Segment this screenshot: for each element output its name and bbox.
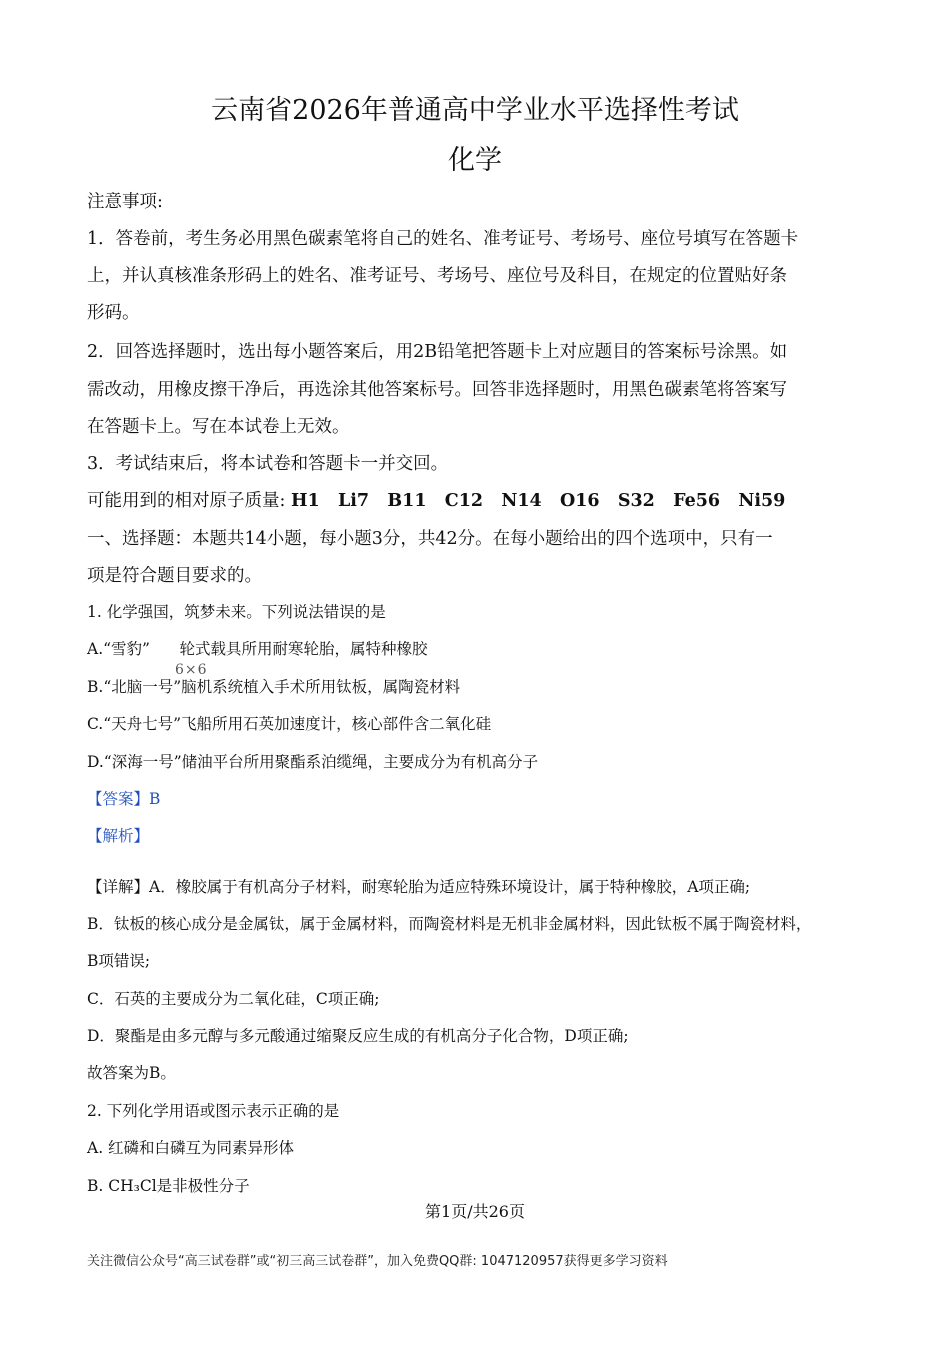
question-1-option-c: C.“天舟七号”飞船所用石英加速度计，核心部件含二氧化硅 <box>87 715 492 733</box>
notice-line: 形码。 <box>87 303 140 323</box>
atomic-mass-label: 可能用到的相对原子质量: <box>87 491 286 511</box>
question-1-detail: D．聚酯是由多元醇与多元酸通过缩聚反应生成的有机高分子化合物，D项正确; <box>87 1027 629 1045</box>
question-1-detail: 【详解】A．橡胶属于有机高分子材料，耐寒轮胎为适应特殊环境设计，属于特种橡胶，A项正确; <box>87 878 751 896</box>
section-heading-cont: 项是符合题目要求的。 <box>87 566 262 586</box>
subject-title: 化学 <box>448 145 502 176</box>
question-1-detail: C．石英的主要成分为二氧化硅，C项正确; <box>87 990 380 1008</box>
notice-line: 在答题卡上。写在本试卷上无效。 <box>87 417 350 437</box>
notice-line: 1．答卷前，考生务必用黑色碳素笔将自己的姓名、准考证号、考场号、座位号填写在答题卡 <box>87 229 799 249</box>
notice-line: 需改动，用橡皮擦干净后，再选涂其他答案标号。回答非选择题时，用黑色碳素笔将答案写 <box>87 380 787 400</box>
question-1-stem: 1. 化学强国，筑梦未来。下列说法错误的是 <box>87 603 386 621</box>
notice-heading: 注意事项: <box>87 192 163 212</box>
question-1-analysis-label: 【解析】 <box>87 827 150 845</box>
question-1-detail: 故答案为B。 <box>87 1064 176 1082</box>
question-2-stem: 2. 下列化学用语或图示表示正确的是 <box>87 1102 340 1120</box>
page-number: 第1页/共26页 <box>425 1202 525 1221</box>
question-1-detail: B．钛板的核心成分是金属钛，属于金属材料，而陶瓷材料是无机非金属材料，因此钛板不属于陶瓷材料， <box>87 915 812 933</box>
question-1-option-d: D.“深海一号”储油平台所用聚酯系泊缆绳，主要成分为有机高分子 <box>87 753 539 771</box>
notice-line: 上，并认真核准条形码上的姓名、准考证号、考场号、座位号及科目，在规定的位置贴好条 <box>87 266 787 286</box>
question-1-option-b: B.“北脑一号”脑机系统植入手术所用钛板，属陶瓷材料 <box>87 678 461 696</box>
question-1-option-a: A.“雪豹” 轮式载具所用耐寒轮胎，属特种橡胶 <box>87 640 428 658</box>
notice-line: 3．考试结束后，将本试卷和答题卡一并交回。 <box>87 454 449 474</box>
question-1-detail: B项错误; <box>87 952 151 970</box>
answer-tag: 【答案】B <box>87 790 161 808</box>
exam-title: 云南省2026年普通高中学业水平选择性考试 <box>211 95 739 126</box>
question-2-option-a: A. 红磷和白磷互为同素异形体 <box>87 1139 295 1157</box>
notice-line: 2．回答选择题时，选出每小题答案后，用2B铅笔把答题卡上对应题目的答案标号涂黑。如 <box>87 342 788 362</box>
watermark-text: 关注微信公众号“高三试卷群”或“初三高三试卷群”，加入免费QQ群: 1047120957获得更多学习资料 <box>87 1254 668 1269</box>
section-heading: 一、选择题：本题共14小题，每小题3分，共42分。在每小题给出的四个选项中，只有一 <box>87 529 773 549</box>
question-1-answer <box>87 787 160 809</box>
atomic-mass-line <box>87 487 785 512</box>
question-2-option-b: B. CH₃Cl是非极性分子 <box>87 1177 250 1195</box>
atomic-mass-values: H1 Li7 B11 C12 N14 O16 S32 Fe56 Ni59 <box>290 491 786 511</box>
size-stamp: 6×6 <box>175 662 208 678</box>
